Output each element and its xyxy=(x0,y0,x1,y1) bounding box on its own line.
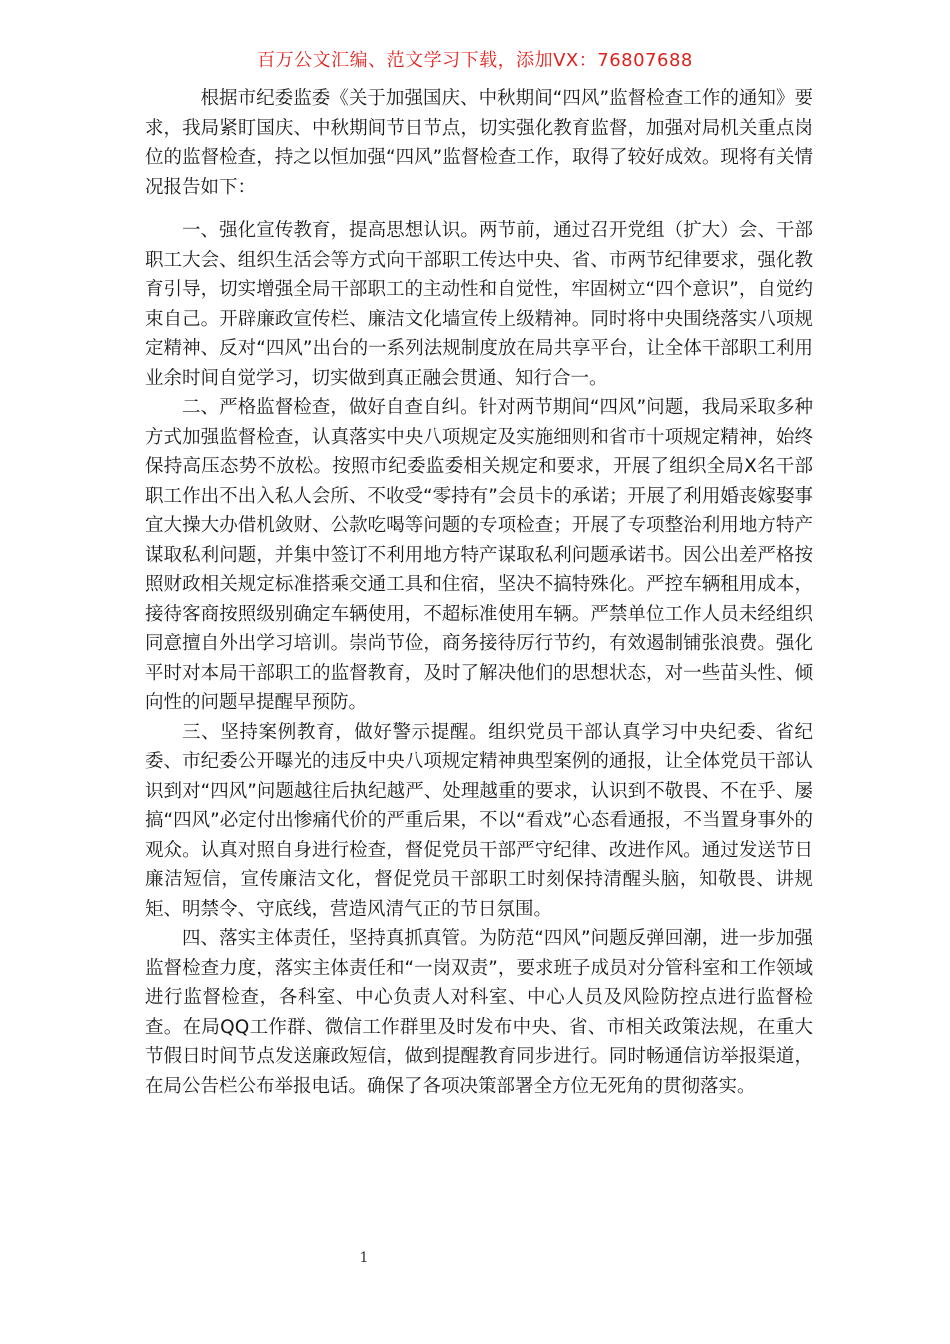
section-4-paragraph: 四、落实主体责任，坚持真抓真管。为防范“四风”问题反弹回潮，进一步加强监督检查力度，落实主体责任和“一岗双责”，要求班子成员对分管科室和工作领域进行监督检查，各科室、中心负责人对科室、中心人员及风险防控点进行监督检查。在局QQ工作群、微信工作群里及时发布中央、省、市相关政策法规，在重大节假日时间节点发送廉政短信，做到提醒教育同步进行。同时畅通信访举报渠道，在局公告栏公布举报电话。确保了各项决策部署全方位无死角的贯彻落实。 xyxy=(145,928,813,1097)
document-body xyxy=(145,84,813,1101)
section-2-paragraph: 二、严格监督检查，做好自查自纠。针对两节期间“四风”问题，我局采取多种方式加强监督检查，认真落实中央八项规定及实施细则和省市十项规定精神，始终保持高压态势不放松。按照市纪委监委相关规定和要求，开展了组织全局X名干部职工作出不出入私人会所、不收受“零持有”会员卡的承诺；开展了利用婚丧嫁娶事宜大操大办借机敛财、公款吃喝等问题的专项检查；开展了专项整治利用地方特产谋取私利问题，并集中签订不利用地方特产谋取私利问题承诺书。因公出差严格按照财政相关规定标准搭乘交通工具和住宿，坚决不搞特殊化。严控车辆租用成本，接待客商按照级别确定车辆使用，不超标准使用车辆。严禁单位工作人员未经组织同意擅自外出学习培训。崇尚节俭，商务接待厉行节约，有效遏制铺张浪费。强化平时对本局干部职工的监督教育，及时了解决他们的思想状态，对一些苗头性、倾向性的问题早提醒早预防。 xyxy=(145,397,813,713)
section-3-paragraph: 三、坚持案例教育，做好警示提醒。组织党员干部认真学习中央纪委、省纪委、市纪委公开曝光的违反中央八项规定精神典型案例的通报，让全体党员干部认识到对“四风”问题越往后执纪越严、处理越重的要求，认识到不敬畏、不在乎、屡搞“四风”必定付出惨痛代价的严重后果，不以“看戏”心态看通报，不当置身事外的观众。认真对照自身进行检查，督促党员干部严守纪律、改进作风。通过发送节日廉洁短信，宣传廉洁文化，督促党员干部职工时刻保持清醒头脑，知敬畏、讲规矩、明禁令、守底线，营造风清气正的节日氛围。 xyxy=(145,721,813,920)
page-number: 1 xyxy=(359,1250,369,1266)
section-1-paragraph: 一、强化宣传教育，提高思想认识。两节前，通过召开党组（扩大）会、干部职工大会、组织生活会等方式向干部职工传达中央、省、市两节纪律要求，强化教育引导，切实增强全局干部职工的主动性和自觉性，牢固树立“四个意识”，自觉约束自己。开辟廉政宣传栏、廉洁文化墙宣传上级精神。同时将中央围绕落实八项规定精神、反对“四风”出台的一系列法规制度放在局共享平台，让全体干部职工利用业余时间自觉学习，切实做到真正融会贯通、知行合一。 xyxy=(145,220,813,389)
watermark-header: 百万公文汇编、范文学习下载，添加VX：76807688 xyxy=(257,50,693,71)
intro-paragraph: 根据市纪委监委《关于加强国庆、中秋期间“四风”监督检查工作的通知》要求，我局紧盯国庆、中秋期间节日节点，切实强化教育监督，加强对局机关重点岗位的监督检查，持之以恒加强“四风”监督检查工作，取得了较好成效。现将有关情况报告如下： xyxy=(145,88,813,198)
